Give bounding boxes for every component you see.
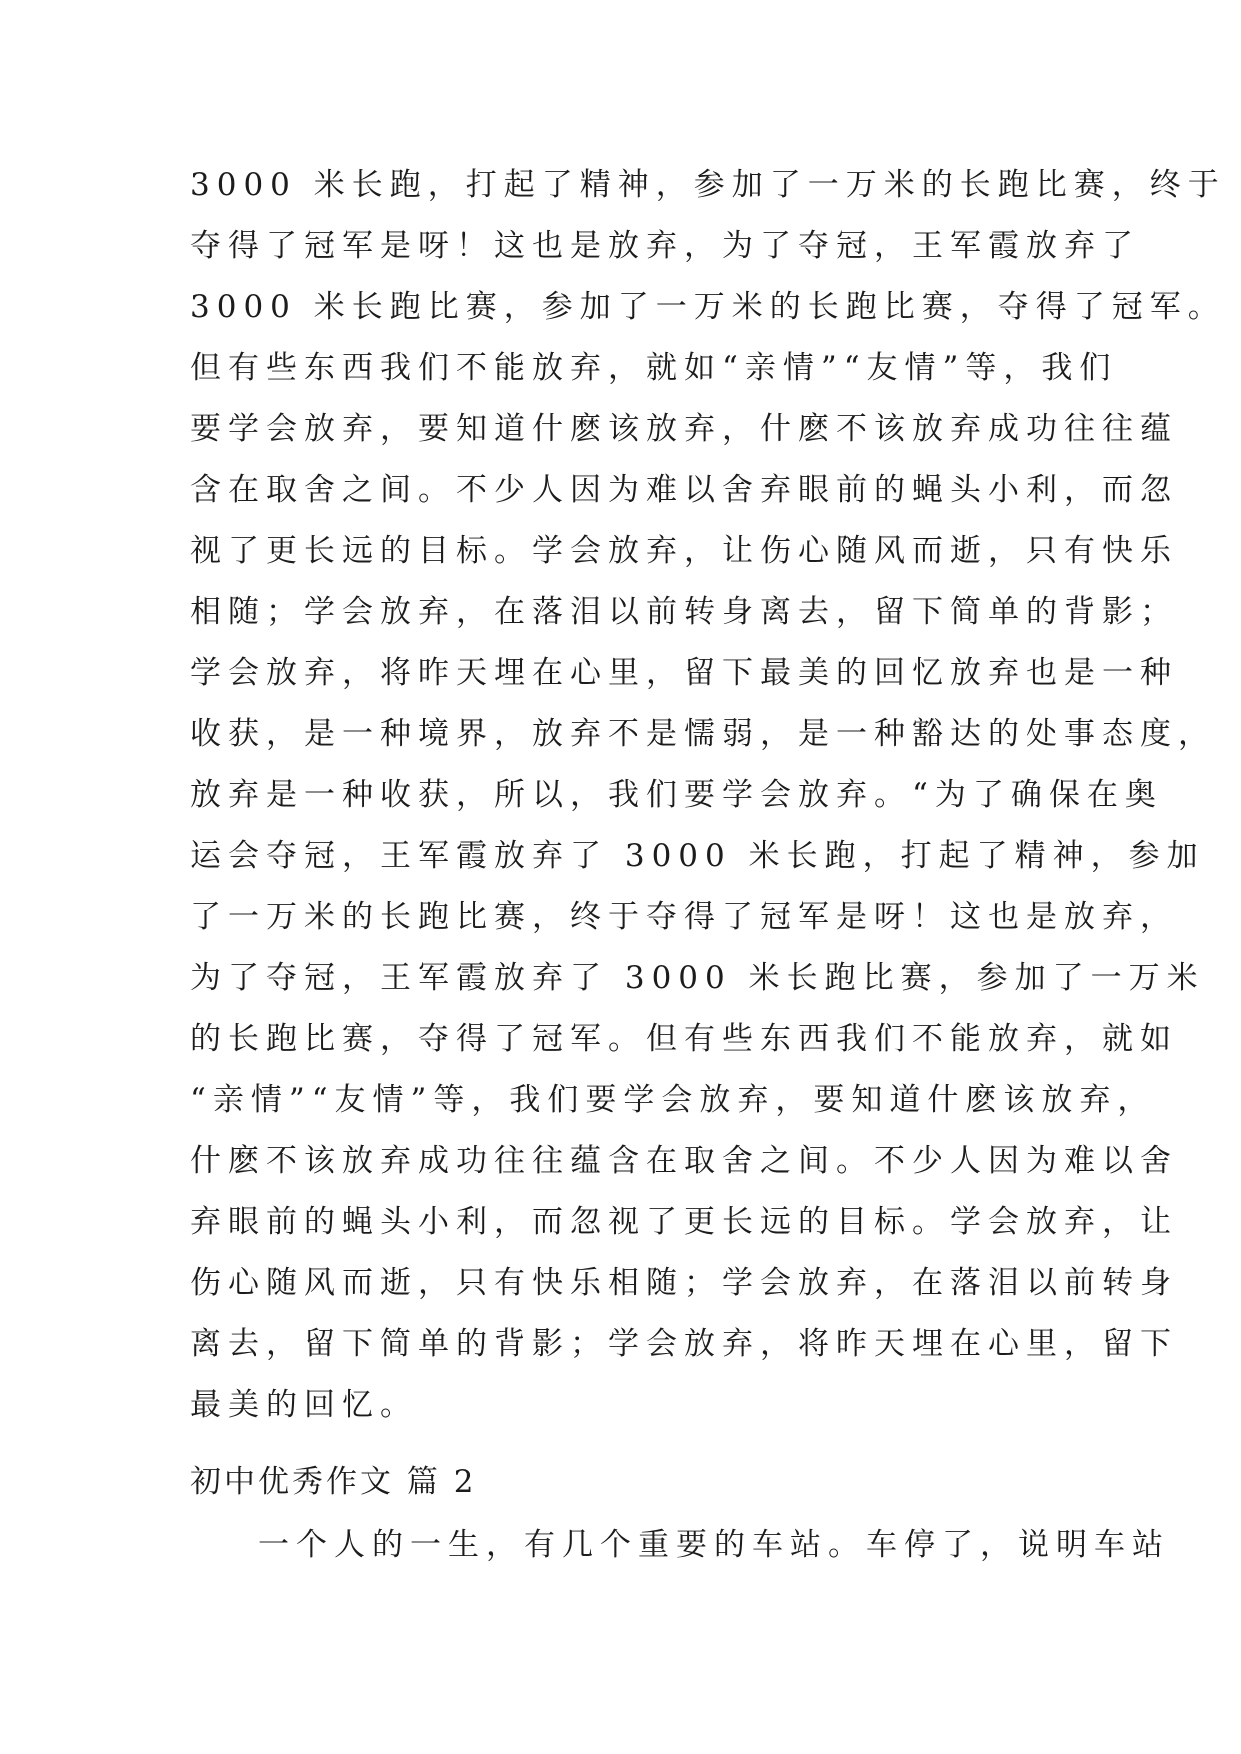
text-line: 一个人的一生，有几个重要的车站。车停了，说明车站	[258, 1527, 1170, 1563]
text-line: 要学会放弃，要知道什麽该放弃，什麽不该放弃成功往往蕴	[190, 411, 1178, 447]
text-line: 运会夺冠，王军霞放弃了 3000 米长跑，打起了精神，参加	[190, 838, 1205, 874]
text-line: 学会放弃，将昨天埋在心里，留下最美的回忆放弃也是一种	[190, 655, 1178, 691]
text-line: “亲情”“友情”等，我们要学会放弃，要知道什麽该放弃，	[190, 1082, 1156, 1118]
text-line: 视了更长远的目标。学会放弃，让伤心随风而逝，只有快乐	[190, 533, 1178, 569]
text-line: 什麽不该放弃成功往往蕴含在取舍之间。不少人因为难以舍	[190, 1143, 1178, 1179]
text-line: 夺得了冠军是呀！这也是放弃，为了夺冠，王军霞放弃了	[190, 228, 1140, 264]
text-line: 伤心随风而逝，只有快乐相随；学会放弃，在落泪以前转身	[190, 1265, 1178, 1301]
text-line: 的长跑比赛，夺得了冠军。但有些东西我们不能放弃，就如	[190, 1021, 1178, 1057]
text-line: 收获，是一种境界，放弃不是懦弱，是一种豁达的处事态度，	[190, 716, 1216, 752]
text-line: 但有些东西我们不能放弃，就如“亲情”“友情”等，我们	[190, 350, 1118, 386]
text-line: 3000 米长跑，打起了精神，参加了一万米的长跑比赛，终于	[190, 167, 1226, 203]
text-line: 相随；学会放弃，在落泪以前转身离去，留下简单的背影；	[190, 594, 1178, 630]
text-line: 离去，留下简单的背影；学会放弃，将昨天埋在心里，留下	[190, 1326, 1178, 1362]
text-line: 了一万米的长跑比赛，终于夺得了冠军是呀！这也是放弃，	[190, 899, 1178, 935]
text-line: 最美的回忆。	[190, 1387, 418, 1423]
text-line: 3000 米长跑比赛，参加了一万米的长跑比赛，夺得了冠军。	[190, 289, 1226, 325]
text-line: 放弃是一种收获，所以，我们要学会放弃。“为了确保在奥	[190, 777, 1163, 813]
essay-paragraph-2	[258, 1515, 1170, 1576]
text-line: 为了夺冠，王军霞放弃了 3000 米长跑比赛，参加了一万米	[190, 960, 1205, 996]
essay-paragraph-1	[190, 155, 1226, 1436]
section-heading: 初中优秀作文 篇 2	[190, 1464, 477, 1500]
text-line: 含在取舍之间。不少人因为难以舍弃眼前的蝇头小利，而忽	[190, 472, 1178, 508]
text-line: 弃眼前的蝇头小利，而忽视了更长远的目标。学会放弃，让	[190, 1204, 1178, 1240]
